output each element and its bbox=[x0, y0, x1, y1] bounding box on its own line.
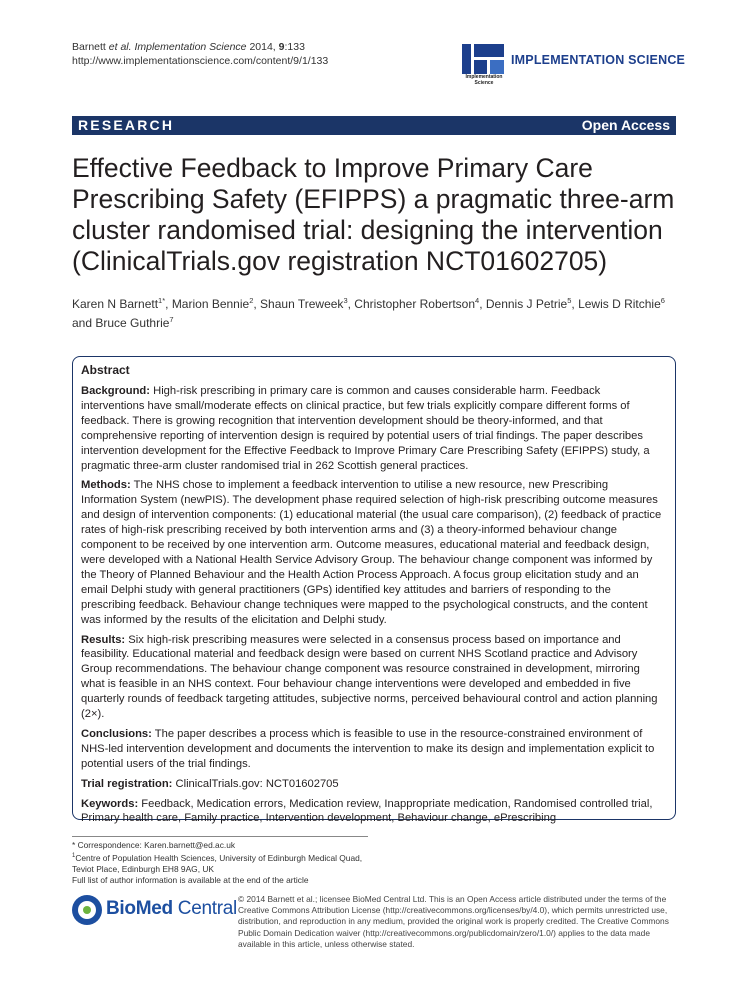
journal-name: IMPLEMENTATION SCIENCE bbox=[511, 53, 686, 67]
journal-logo bbox=[462, 44, 686, 88]
authors-and: and bbox=[72, 316, 93, 330]
publisher-name: BioMed Central bbox=[106, 898, 237, 919]
author-info-note: Full list of author information is available at the end of the article bbox=[72, 875, 309, 886]
affiliation: $^1$Centre of Population Health Sciences, University of Edinburgh Medical Quad, Teviot Place, Edinburgh EH8 9AG, UK bbox=[72, 853, 363, 875]
abstract-results: Results: Six high-risk prescribing measures were selected in a consensus process based on importance and feasibility. Educational material and feedback design were based on current NHS Scotland practice and Advisory Group recommendations. The behaviour change component was resource constrained in development, mirroring what is feasible in an NHS context. Four behaviour change interventions were developed and embedded in five quarterly rounds of feedback targeting attitudes, subjective norms, perceived behavioural control and action planning (2×). bbox=[81, 633, 658, 721]
biomed-central-logo-icon bbox=[72, 895, 102, 925]
article-title: Effective Feedback to Improve Primary Care Prescribing Safety (EFIPPS) a pragmatic three-arm cluster randomised trial: designing the intervention (ClinicalTrials.gov registration NCT01602705) bbox=[72, 153, 675, 276]
correspondence[interactable]: * Correspondence: Karen.barnett@ed.ac.uk bbox=[72, 840, 236, 850]
copyright-notice: © 2014 Barnett et al.; licensee BioMed Central Ltd. This is an Open Access article distributed under the terms of the Creative Commons Attribution License (http://creativecommons.org/licenses/by/4.0), which permits unrestricted use, distribution, and reproduction in any medium, provided the original work is properly credited. The Creative Commons Public Domain Dedication waiver (http://creativecommons.org/publicdomain/zero/1.0/) applies to the data made available in this article, unless otherwise stated. bbox=[238, 894, 669, 949]
open-access-label: Open Access bbox=[581, 117, 670, 133]
journal-logo-subtext: Implementation Science bbox=[465, 74, 503, 86]
abstract-methods: Methods: The NHS chose to implement a feedback intervention to utilise a new resource, new Prescribing Information System (newPIS). The development phase required selection of high-risk prescribing outcome measures and design of intervention components: (1) educational material (the usual care comparison), (2) feedback of practice rates of high-risk prescribing received by both intervention arms and (3) a theory-informed behaviour change component to be received by one intervention arm. Outcome measures, educational material and feedback design, were developed with a National Health Service Advisory Group. The behaviour change component was informed by the Theory of Planned Behaviour and the Health Action Process Approach. A focus group elicitation study and an email Delphi study with general practitioners (GPs) identified key attitudes and barriers of responding to the prescribing feedback. Behaviour change techniques were mapped to the psychological constructs, and the content was informed by the results of the elicitation and Delphi study. bbox=[81, 479, 662, 626]
author[interactable]: Bruce Guthrie$^7$ bbox=[95, 315, 174, 330]
abstract-heading: Abstract bbox=[81, 363, 130, 377]
author[interactable]: Dennis J Petrie$^5$ bbox=[485, 296, 572, 311]
citation-etal: et al. bbox=[108, 41, 132, 53]
footnote-divider bbox=[72, 836, 368, 837]
citation-page: :133 bbox=[284, 41, 305, 53]
article-type-label: RESEARCH bbox=[78, 117, 175, 133]
abstract-background: Background: High-risk prescribing in primary care is common and causes considerable harm. Feedback interventions have small/moderate effects on clinical practice, but few trials explicitly compare different forms of feedback. There is growing recognition that intervention development should be theory-informed, and that comprehensive reporting of intervention design is required by potential users of trial findings. The paper describes intervention development for the Effective Feedback to Improve Primary Care Prescribing Safety (EFIPPS) study, a pragmatic three-arm cluster randomised trial in 262 Scottish general practices. bbox=[81, 385, 650, 472]
author-list: Karen N Barnett$^{1*}$, Marion Bennie$^2$, Shaun Treweek$^3$, Christopher Robertson$^4$, Dennis J Petrie$^5$, Lewis D Ritchie$^6$ and Bruce Guthrie$^7$ bbox=[72, 296, 665, 330]
author[interactable]: Marion Bennie$^2$ bbox=[171, 296, 254, 311]
abstract-trial-registration: Trial registration: ClinicalTrials.gov: NCT01602705 bbox=[81, 777, 339, 790]
citation-line bbox=[72, 40, 328, 54]
biomed-central-logo bbox=[72, 895, 237, 929]
article-type-bar bbox=[72, 116, 676, 135]
footnotes bbox=[72, 840, 372, 887]
abstract-keywords: Keywords: Feedback, Medication errors, Medication review, Inappropriate medication, Randomised controlled trial, Primary health care, Family practice, Intervention development, Behaviour change, ePrescribing bbox=[81, 797, 653, 825]
author[interactable]: Lewis D Ritchie$^6$ bbox=[578, 296, 665, 311]
abstract-box bbox=[72, 356, 676, 825]
citation-year: 2014, bbox=[246, 41, 279, 53]
article-url[interactable]: http://www.implementationscience.com/content/9/1/133 bbox=[72, 55, 329, 67]
citation-authors: Barnett bbox=[72, 41, 109, 53]
author[interactable]: Christopher Robertson$^4$ bbox=[354, 296, 480, 311]
citation-volume: 9 bbox=[278, 41, 285, 53]
citation bbox=[72, 40, 328, 68]
abstract-body bbox=[81, 384, 666, 831]
author[interactable]: Shaun Treweek$^3$ bbox=[260, 296, 348, 311]
citation-journal: Implementation Science bbox=[131, 41, 247, 53]
abstract-conclusions: Conclusions: The paper describes a process which is feasible to use in the resource-constrained environment of NHS-led intervention development and documents the intervention to make its design and implementation explicit to potential users of the trial findings. bbox=[81, 727, 655, 770]
journal-logo-icon bbox=[462, 44, 504, 74]
author[interactable]: Karen N Barnett$^{1*}$ bbox=[72, 296, 166, 311]
